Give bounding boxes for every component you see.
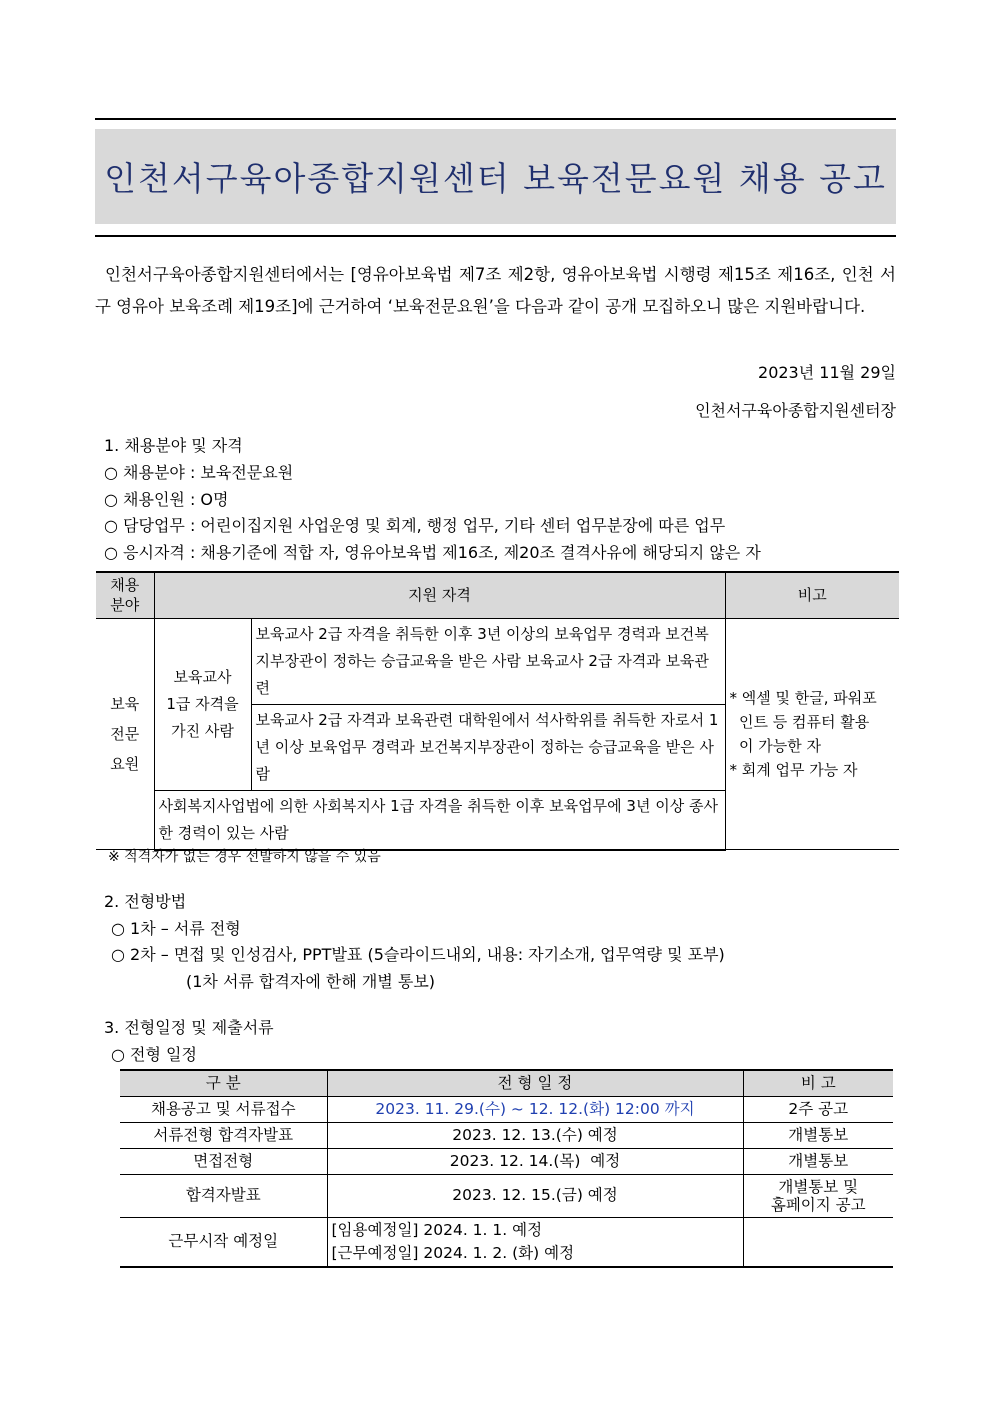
table-row bbox=[120, 1148, 893, 1174]
schedule-date: 2023. 11. 29.(수) ~ 12. 12.(화) 12:00 까지 bbox=[327, 1096, 743, 1122]
schedule-label: 채용공고 및 서류접수 bbox=[120, 1096, 327, 1122]
footnote: ※ 적격자가 없는 경우 선발하지 않을 수 있음 bbox=[108, 849, 381, 865]
schedule-note: 개별통보 bbox=[743, 1148, 893, 1174]
note-text: * 엑셀 및 한글, 파워포 인트 등 컴퓨터 활용 이 가능한 자 * 회계 업무 가능 자 bbox=[729, 688, 877, 779]
schedule-note: 2주 공고 bbox=[743, 1096, 893, 1122]
schedule-note bbox=[743, 1174, 893, 1217]
schedule-table bbox=[120, 1069, 893, 1268]
qualification-table bbox=[96, 571, 899, 851]
schedule-date bbox=[327, 1217, 743, 1267]
schedule-date: 2023. 12. 13.(수) 예정 bbox=[327, 1122, 743, 1148]
section1-item: ○ 담당업무 : 어린이집지원 사업운영 및 회계, 행정 업무, 기타 센터 업무분장에 따른 업무 bbox=[104, 516, 726, 535]
group-label-cell bbox=[154, 618, 251, 790]
schedule-header-note: 비 고 bbox=[743, 1070, 893, 1096]
note-cell bbox=[725, 618, 899, 850]
table-row bbox=[120, 1096, 893, 1122]
section1-heading: 1. 채용분야 및 자격 bbox=[104, 436, 243, 455]
schedule-header-date: 전 형 일 정 bbox=[327, 1070, 743, 1096]
schedule-date-text: [임용예정일] 2024. 1. 1. 예정 [근무예정일] 2024. 1. 2. (화) 예정 bbox=[331, 1220, 575, 1262]
intro-text: 인천서구육아종합지원센터에서는 [영유아보육법 제7조 제2항, 영유아보육법 시행령 제15조 제16조, 인천 서구 영유아 보육조례 제19조]에 근거하여 ‘보육전문요원’을 다음과 같이 공개 모집하오니 많은 지원바랍니다. bbox=[95, 265, 896, 316]
section1-item: ○ 채용인원 : O명 bbox=[104, 490, 229, 509]
qualification-row2: 보육교사 2급 자격과 보육관련 대학원에서 석사학위를 취득한 자로서 1년 이상 보육업무 경력과 보건복지부장관이 정하는 승급교육을 받은 사람 bbox=[251, 704, 725, 790]
qualification-row3: 사회복지사업법에 의한 사회복지사 1급 자격을 취득한 이후 보육업무에 3년 이상 종사한 경력이 있는 사람 bbox=[154, 790, 725, 850]
schedule-date: 2023. 12. 15.(금) 예정 bbox=[327, 1174, 743, 1217]
schedule-label: 합격자발표 bbox=[120, 1174, 327, 1217]
qualification-row1: 보육교사 2급 자격을 취득한 이후 3년 이상의 보육업무 경력과 보건복지부장관이 정하는 승급교육을 받은 사람 보육교사 2급 자격과 보육관련 bbox=[251, 618, 725, 704]
section2-item: ○ 1차 – 서류 전형 bbox=[111, 919, 241, 938]
header-qualification: 지원 자격 bbox=[154, 572, 725, 618]
intro-paragraph bbox=[95, 259, 896, 323]
field-text: 보육 전문 요원 bbox=[110, 694, 140, 773]
schedule-header-category: 구 분 bbox=[120, 1070, 327, 1096]
title-banner bbox=[95, 118, 896, 237]
section3-heading: 3. 전형일정 및 제출서류 bbox=[104, 1018, 274, 1037]
page-title: 인천서구육아종합지원센터 보육전문요원 채용 공고 bbox=[104, 159, 887, 198]
schedule-date: 2023. 12. 14.(목) 예정 bbox=[327, 1148, 743, 1174]
announcement-date: 2023년 11월 29일 bbox=[758, 363, 896, 382]
schedule-label: 서류전형 합격자발표 bbox=[120, 1122, 327, 1148]
table-row bbox=[120, 1122, 893, 1148]
section2-item: ○ 2차 – 면접 및 인성검사, PPT발표 (5슬라이드내외, 내용: 자기소개, 업무역량 및 포부) bbox=[111, 945, 725, 964]
issuer: 인천서구육아종합지원센터장 bbox=[695, 401, 896, 420]
header-field bbox=[96, 572, 154, 618]
section1-item: ○ 채용분야 : 보육전문요원 bbox=[104, 463, 294, 482]
table-row bbox=[120, 1174, 893, 1217]
schedule-note: 개별통보 bbox=[743, 1122, 893, 1148]
table-row bbox=[120, 1217, 893, 1267]
header-note: 비고 bbox=[725, 572, 899, 618]
field-cell bbox=[96, 618, 154, 850]
schedule-note-text: 개별통보 및 홈페이지 공고 bbox=[770, 1177, 866, 1214]
title-box bbox=[95, 129, 896, 224]
schedule-note bbox=[743, 1217, 893, 1267]
section1-item: ○ 응시자격 : 채용기준에 적합 자, 영유아보육법 제16조, 제20조 결격사유에 해당되지 않은 자 bbox=[104, 543, 761, 562]
schedule-label: 면접전형 bbox=[120, 1148, 327, 1174]
section2-heading: 2. 전형방법 bbox=[104, 892, 187, 911]
schedule-label: 근무시작 예정일 bbox=[120, 1217, 327, 1267]
section3-sub: ○ 전형 일정 bbox=[111, 1045, 197, 1064]
header-field-text: 채용 분야 bbox=[110, 576, 140, 615]
section2-item: (1차 서류 합격자에 한해 개별 통보) bbox=[186, 972, 436, 991]
group-label-text: 보육교사 1급 자격을 가진 사람 bbox=[166, 667, 239, 740]
